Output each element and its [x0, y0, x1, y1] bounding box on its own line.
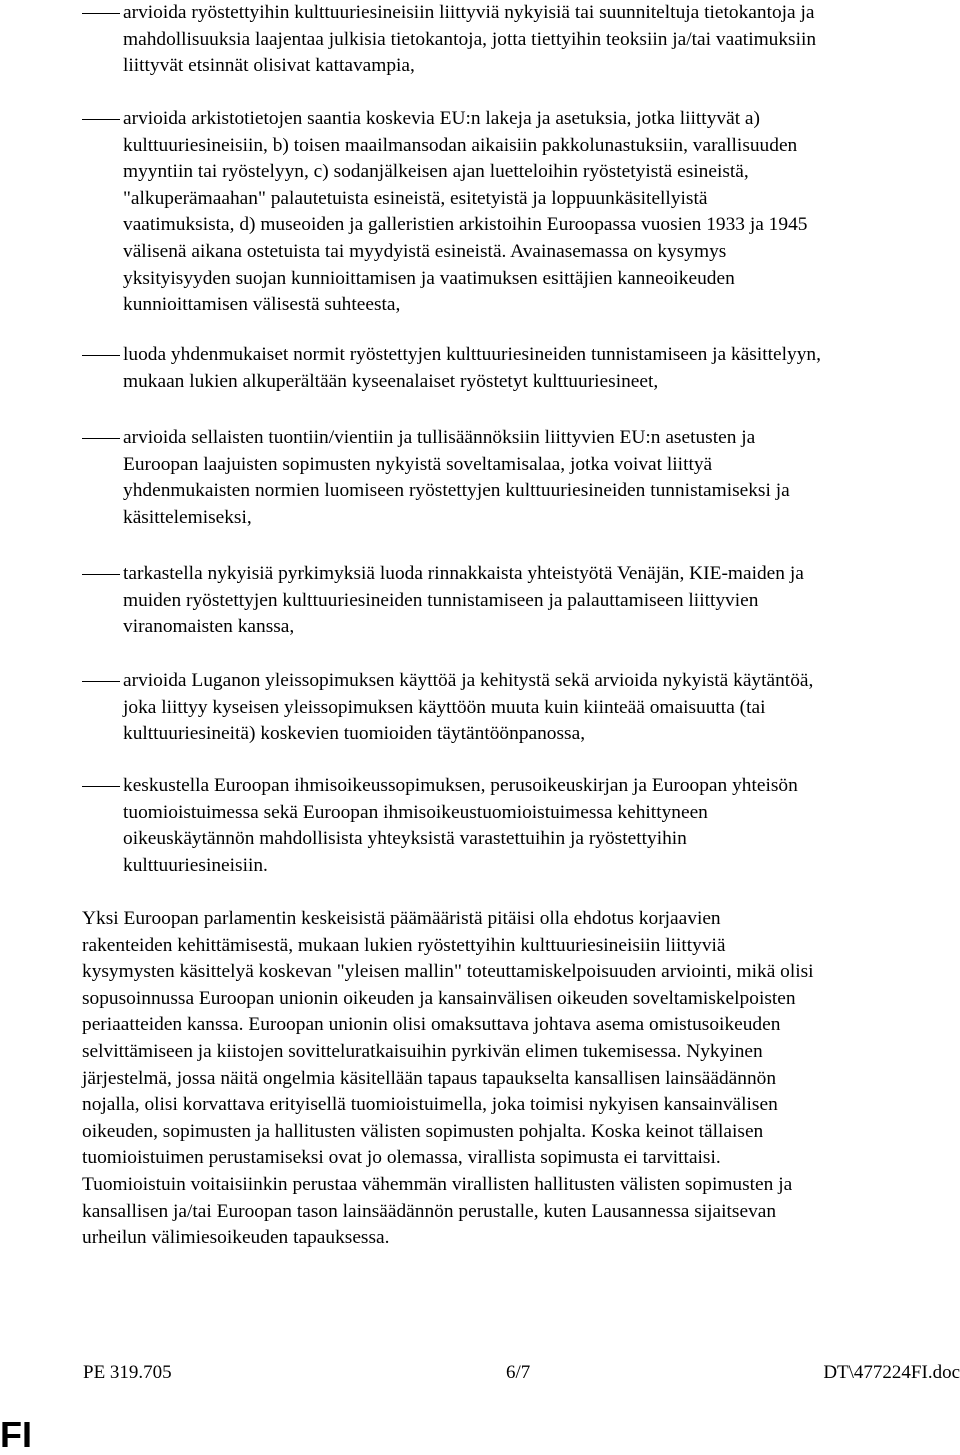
list-item — [82, 342, 952, 395]
dash-bullet — [82, 681, 120, 682]
language-tag: FI — [0, 1414, 32, 1455]
list-item — [82, 106, 952, 319]
list-item — [82, 561, 952, 641]
footer-doc-ref: PE 319.705 — [83, 1362, 172, 1383]
list-item-text: keskustella Euroopan ihmisoikeussopimuksen, perusoikeuskirjan ja Euroopan yhteisön tuomioistuimessa sekä Euroopan ihmisoikeustuomioistuimessa kehittyneen oikeuskäytännön mahdollisista yhteyksistä varastettuihin ja ryöstettyihin kulttuuriesineisiin. — [123, 775, 798, 876]
list-item-text: arvioida sellaisten tuontiin/vientiin ja tullisäännöksiin liittyvien EU:n asetusten ja Euroopan laajuisten sopimusten nykyistä soveltamisalaa, jotka voivat liittyä yhdenmukaisten normien luomiseen ryöstettyjen kulttuuriesineiden tunnistamiseksi ja käsittelemiseksi, — [123, 427, 790, 528]
list-item — [82, 0, 952, 80]
list-item-text: arvioida arkistotietojen saantia koskevia EU:n lakeja ja asetuksia, jotka liittyvät a) kulttuuriesineisiin, b) toisen maailmansodan aikaisiin pakkolunastuksiin, varallisuuden myyntiin tai ryöstelyyn, c) sodanjälkeisen ajan luetteloihin ryöstetyistä esineistä, "alkuperämaahan" palautetuista esineistä, esitetyistä ja loppuunkäsitellyistä vaatimuksista, d) museoiden ja galleristien arkistoihin Euroopassa vuosien 1933 ja 1945 välisenä aikana ostetuista tai myydyistä esineistä. Avainasemassa on kysymys yksityisyyden suojan kunnioittamisen ja vaatimuksen esittäjien kanneoikeuden kunnioittamisen välisestä suhteesta, — [123, 108, 808, 316]
dash-bullet — [82, 574, 120, 575]
dash-bullet — [82, 438, 120, 439]
dash-bullet — [82, 786, 120, 787]
dash-bullet — [82, 355, 120, 356]
list-item — [82, 773, 952, 879]
list-item-text: arvioida ryöstettyihin kulttuuriesineisiin liittyviä nykyisiä tai suunniteltuja tietokantoja ja mahdollisuuksia laajentaa julkisia tietokantoja, jotta tiettyihin teoksiin ja/tai vaatimuksiin liittyvät etsinnät olisivat kattavampia, — [123, 2, 817, 77]
footer-file-name: DT\477224FI.doc — [823, 1362, 960, 1383]
footer-page-number: 6/7 — [506, 1362, 531, 1383]
list-item-text: arvioida Luganon yleissopimuksen käyttöä ja kehitystä sekä arvioida nykyistä käytäntöä, joka liittyy kyseisen yleissopimuksen käyttöön muuta kuin kiinteää omaisuutta (tai kulttuuriesineitä) koskevien tuomioiden täytäntöönpanossa, — [123, 670, 814, 745]
body-paragraph: Yksi Euroopan parlamentin keskeisistä päämääristä pitäisi olla ehdotus korjaavien rakenteiden kehittämisestä, mukaan lukien ryöstettyihin kulttuuriesineisiin liittyviä kysymysten käsittelyä koskevan "yleisen mallin" toteuttamiskelpoisuuden arviointi, mikä olisi sopusoinnussa Euroopan unionin oikeuden ja kansainvälisen oikeuden soveltamiskelpoisten periaatteiden kanssa. Euroopan unionin olisi omaksuttava johtava asema omistusoikeuden selvittämiseen ja kiistojen sovitteluratkaisuihin pyrkivän elimen tukemisessa. Nykyinen järjestelmä, jossa näitä ongelmia käsitellään tapaus tapaukselta kansallisen lainsäädännön nojalla, olisi korvattava erityisellä tuomioistuimella, joka toimisi nykyisen kansainvälisen oikeuden, sopimusten ja hallitusten välisten sopimusten pohjalta. Koska keinot tällaisen tuomioistuimen perustamiseksi ovat jo olemassa, virallista sopimusta ei tarvittaisi. Tuomioistuin voitaisiinkin perustaa vähemmän virallisten hallitusten välisten sopimusten ja kansallisen ja/tai Euroopan tason lainsäädännön perustalle, kuten Lausannessa sijaitsevan urheilun välimiesoikeuden tapauksessa. — [82, 908, 814, 1249]
list-item-text: luoda yhdenmukaiset normit ryöstettyjen kulttuuriesineiden tunnistamiseen ja käsittelyyn, mukaan lukien alkuperältään kyseenalaiset ryöstetyt kulttuuriesineet, — [123, 344, 821, 392]
list-item — [82, 425, 952, 531]
list-item — [82, 668, 952, 748]
list-item-text: tarkastella nykyisiä pyrkimyksiä luoda rinnakkaista yhteistyötä Venäjän, KIE-maiden ja muiden ryöstettyjen kulttuuriesineiden tunnistamiseen ja palauttamiseen liittyvien viranomaisten kanssa, — [123, 563, 804, 638]
dash-bullet — [82, 119, 120, 120]
dash-bullet — [82, 13, 120, 14]
